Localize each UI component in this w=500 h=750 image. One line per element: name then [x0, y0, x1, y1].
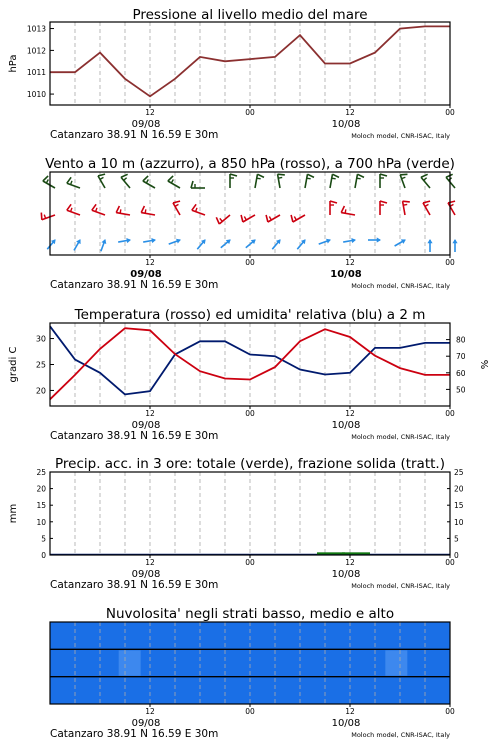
wind-barb-flag [124, 178, 127, 181]
wind-barb-flag [423, 201, 430, 203]
wind-barb-flag [380, 174, 387, 176]
wind-barb-850 [92, 210, 105, 215]
wind-barb-flag [400, 174, 407, 175]
x-tick-label: 00 [245, 258, 255, 267]
x-tick-label: 00 [445, 258, 455, 267]
wind-arrowhead [452, 239, 457, 243]
y-tick-label: 1011 [26, 68, 46, 78]
model-credit: Moloch model, CNR-ISAC, Italy [351, 433, 450, 441]
wind-barb-flag [175, 204, 178, 206]
wind-barb-flag [120, 209, 121, 213]
wind-arrowhead [377, 237, 381, 242]
wind-barb-flag [291, 215, 293, 222]
wind-barb-850 [67, 210, 80, 215]
y-tick-label: 0 [41, 551, 46, 560]
x-tick-label: 00 [445, 108, 455, 117]
wind-barb-flag [294, 217, 296, 220]
wind-barb-flag [145, 209, 146, 213]
y-right-tick-label: 80 [456, 335, 466, 345]
wind-arrowhead [351, 238, 356, 243]
y-tick-label: 25 [36, 468, 46, 477]
x-tick-label: 00 [245, 558, 255, 567]
wind-barb-flag [330, 201, 337, 203]
x-tick-label: 12 [345, 108, 355, 117]
x-date-label: 09/08 [131, 420, 161, 431]
wind-barb-850 [42, 215, 55, 220]
y-tick-label: 25 [35, 360, 46, 370]
wind-barb-flag [98, 174, 105, 176]
location-label: Catanzaro 38.91 N 16.59 E 30m [50, 129, 219, 141]
x-date-label: 09/08 [130, 269, 162, 280]
y-axis-label: hPa [8, 54, 19, 73]
y-right-tick-label: 20 [454, 484, 464, 494]
location-label: Catanzaro 38.91 N 16.59 E 30m [50, 279, 219, 291]
wind-barb-flag [196, 208, 197, 212]
x-tick-label: 12 [145, 258, 155, 267]
temperature-humidity-chart [8, 307, 491, 442]
x-tick-label: 12 [145, 558, 155, 567]
wind-barb-flag [446, 174, 453, 177]
y-right-tick-label: 0 [454, 551, 459, 560]
wind-barb-flag [192, 204, 196, 210]
x-tick-label: 12 [345, 558, 355, 567]
wind-barb-flag [67, 204, 71, 210]
wind-barb-700 [255, 174, 257, 188]
x-date-label: 10/08 [331, 569, 361, 580]
chart-title: Precip. acc. in 3 ore: totale (verde), frazione solida (tratt.) [55, 456, 445, 472]
wind-barb-flag [173, 201, 180, 203]
y-tick-label: 10 [36, 517, 46, 527]
x-date-label: 10/08 [330, 269, 362, 280]
wind-barb-flag [230, 174, 237, 176]
wind-barb-700 [278, 174, 280, 188]
location-label: Catanzaro 38.91 N 16.59 E 30m [50, 579, 219, 591]
y-axis-label: mm [8, 503, 19, 524]
x-tick-label: 12 [345, 409, 355, 418]
wind-barb-flag [171, 180, 173, 183]
y-tick-label: 20 [36, 484, 46, 494]
wind-barb-flag [278, 174, 285, 175]
wind-chart [41, 156, 457, 291]
precip-bar [342, 552, 370, 554]
model-credit: Moloch model, CNR-ISAC, Italy [351, 282, 450, 290]
wind-barb-flag [96, 208, 97, 212]
y-right-tick-label: 5 [454, 534, 459, 544]
wind-barb-flag [46, 180, 48, 183]
wind-barb-700 [43, 181, 55, 188]
wind-barb-850 [116, 213, 130, 215]
wind-barb-700 [67, 183, 80, 188]
model-credit: Moloch model, CNR-ISAC, Italy [351, 731, 450, 739]
x-date-label: 09/08 [131, 569, 161, 580]
wind-barb-flag [402, 177, 406, 178]
wind-barb-flag [332, 178, 336, 179]
y-right-tick-label: 25 [454, 468, 464, 477]
wind-barb-flag [448, 201, 455, 203]
wind-barb-flag [241, 215, 243, 222]
wind-barb-flag [345, 209, 346, 213]
wind-barb-flag [425, 204, 428, 206]
wind-barb-flag [44, 215, 45, 219]
wind-barb-700 [330, 174, 332, 188]
wind-arrowhead [126, 238, 131, 243]
wind-arrowhead [151, 238, 156, 243]
wind-barb-flag [403, 204, 407, 205]
wind-barb-flag [100, 177, 103, 179]
wind-barb-700 [305, 174, 307, 188]
chart-title: Temperatura (rosso) ed umidita' relativa (blu) a 2 m [74, 307, 426, 323]
precipitation-chart [8, 456, 464, 591]
model-credit: Moloch model, CNR-ISAC, Italy [351, 132, 450, 140]
wind-barb-flag [141, 206, 144, 213]
wind-barb-flag [307, 174, 314, 177]
wind-barb-850 [403, 201, 405, 215]
wind-barb-flag [278, 177, 282, 178]
y-tick-label: 5 [41, 534, 46, 544]
y-right-tick-label: 10 [454, 517, 464, 527]
x-tick-label: 00 [245, 707, 255, 716]
wind-barb-700 [168, 181, 180, 188]
x-tick-label: 00 [445, 558, 455, 567]
y-tick-label: 30 [35, 334, 46, 344]
wind-barb-flag [67, 177, 71, 183]
location-label: Catanzaro 38.91 N 16.59 E 30m [50, 728, 219, 740]
y-tick-label: 20 [35, 386, 46, 396]
wind-barb-flag [71, 208, 72, 212]
x-date-label: 09/08 [131, 119, 161, 130]
wind-barb-flag [307, 178, 311, 179]
wind-barb-flag [41, 213, 42, 220]
y-tick-label: 1012 [26, 46, 46, 56]
wind-barb-flag [266, 215, 268, 222]
chart-title: Pressione al livello medio del mare [132, 7, 368, 23]
x-date-label: 10/08 [331, 420, 361, 431]
cloud-cover-chart [50, 606, 455, 740]
wind-barb-flag [269, 217, 271, 220]
model-credit: Moloch model, CNR-ISAC, Italy [351, 582, 450, 590]
wind-barb-flag [121, 174, 128, 177]
y-right-tick-label: 50 [456, 385, 466, 395]
location-label: Catanzaro 38.91 N 16.59 E 30m [50, 430, 219, 442]
wind-barb-700 [355, 174, 357, 188]
wind-barb-flag [403, 201, 410, 202]
wind-arrowhead [427, 239, 432, 243]
x-date-label: 10/08 [331, 718, 361, 729]
wind-barb-850 [192, 210, 205, 215]
x-tick-label: 00 [245, 108, 255, 117]
y-axis-label: gradi C [8, 346, 19, 383]
wind-barb-flag [341, 206, 344, 213]
wind-barb-flag [421, 174, 428, 177]
wind-barb-flag [257, 174, 264, 177]
x-date-label: 09/08 [131, 718, 161, 729]
x-tick-label: 12 [145, 409, 155, 418]
wind-barb-700 [400, 175, 405, 188]
y-right-axis-label: % [480, 359, 491, 370]
x-tick-label: 00 [245, 409, 255, 418]
wind-barb-flag [191, 181, 193, 188]
y-right-tick-label: 15 [454, 501, 464, 511]
wind-barb-flag [244, 217, 246, 220]
wind-barb-flag [424, 178, 427, 181]
y-tick-label: 1013 [26, 24, 46, 34]
x-tick-label: 12 [345, 707, 355, 716]
wind-barb-flag [116, 206, 119, 213]
x-tick-label: 00 [445, 409, 455, 418]
wind-barb-flag [216, 217, 219, 224]
y-right-tick-label: 70 [456, 352, 466, 362]
chart-title: Nuvolosita' negli strati basso, medio e alto [105, 606, 395, 622]
wind-barb-flag [71, 181, 72, 185]
y-right-tick-label: 60 [456, 368, 466, 378]
wind-barb-flag [257, 178, 261, 179]
wind-barb-flag [220, 218, 223, 221]
x-date-label: 10/08 [331, 119, 361, 130]
wind-barb-850 [341, 213, 355, 215]
wind-barb-flag [92, 204, 96, 210]
chart-title: Vento a 10 m (azzurro), a 850 hPa (rosso), a 700 hPa (verde) [45, 156, 455, 172]
x-tick-label: 12 [145, 108, 155, 117]
wind-barb-850 [141, 213, 155, 215]
pressure-chart [8, 7, 455, 141]
wind-barb-flag [357, 174, 364, 177]
y-tick-label: 15 [36, 501, 46, 511]
wind-barb-flag [380, 201, 387, 203]
cloud-highlight [119, 650, 141, 675]
cloud-highlight [385, 650, 407, 675]
y-tick-label: 1010 [26, 90, 46, 100]
precip-bar [317, 552, 345, 554]
wind-barb-700 [143, 181, 155, 188]
wind-barb-flag [332, 174, 339, 177]
x-tick-label: 12 [345, 258, 355, 267]
wind-barb-flag [357, 178, 361, 179]
x-tick-label: 12 [145, 707, 155, 716]
wind-barb-flag [146, 180, 148, 183]
x-tick-label: 00 [445, 707, 455, 716]
